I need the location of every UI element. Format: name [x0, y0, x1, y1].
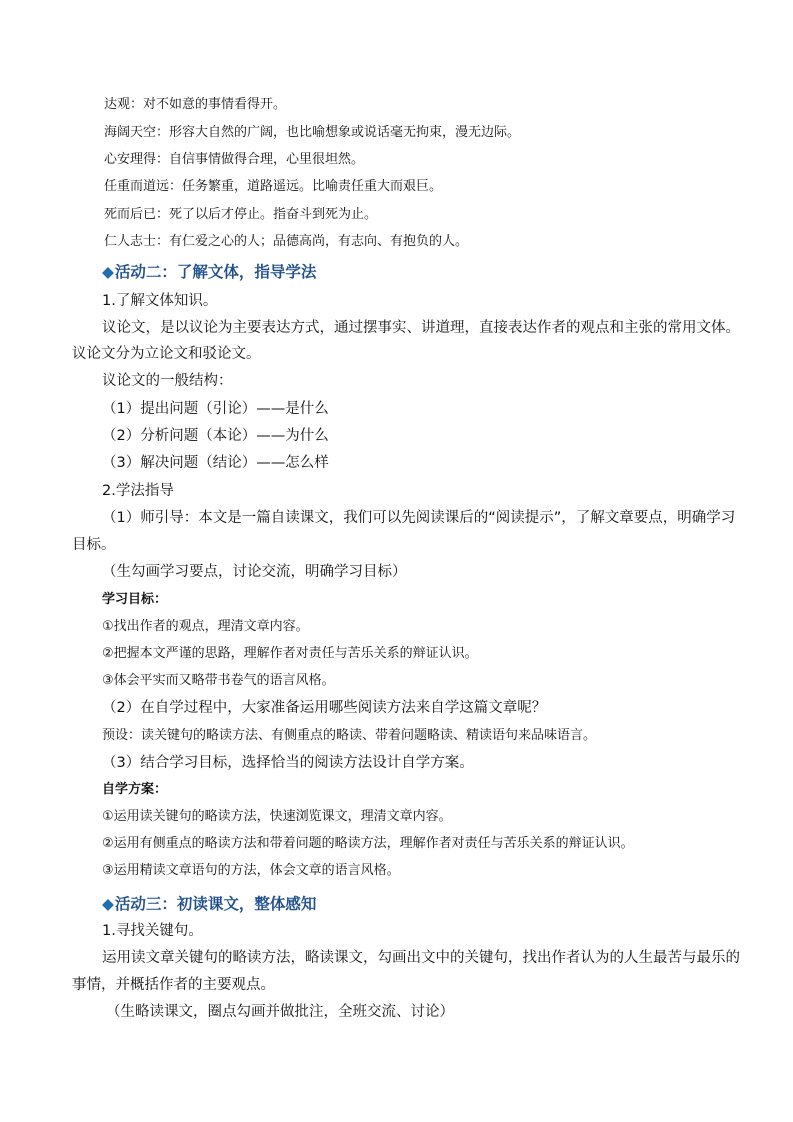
vocab-item: 仁人志士：有仁爱之心的人；品德高尚，有志向、有抱负的人。 [104, 234, 469, 249]
plan-title: 自学方案： [102, 782, 168, 797]
activity-three-title: 活动三：初读课文，整体感知 [114, 895, 317, 913]
section-title: 2.学法指导 [102, 483, 174, 499]
paragraph-line: 议论文分为立论文和驳论文。 [72, 346, 261, 362]
vocab-item: 心安理得：自信事情做得合理，心里很坦然。 [104, 152, 365, 167]
section-title: 1.寻找关键句。 [102, 923, 203, 939]
activity-three-heading [102, 897, 316, 913]
plan-item: ③运用精读文章语句的方法，体会文章的语言风格。 [102, 863, 400, 878]
plan-item: ②运用有侧重点的略读方法和带着问题的略读方法，理解作者对责任与苦乐关系的辩证认识。 [102, 836, 634, 851]
paragraph-line: （1）师引导：本文是一篇自读课文，我们可以先阅读课后的“阅读提示”，了解文章要点，明确学习 [102, 510, 736, 526]
paragraph-line: 事情，并概括作者的主要观点。 [72, 977, 275, 993]
paragraph-note: （生略读课文，圈点勾画并做批注，全班交流、讨论） [106, 1004, 454, 1020]
goals-title: 学习目标： [102, 592, 168, 607]
activity-two-title: 活动二：了解文体，指导学法 [114, 263, 317, 281]
paragraph-line: （3）结合学习目标，选择恰当的阅读方法设计自学方案。 [102, 755, 474, 771]
plan-item: ①运用读关键句的略读方法，快速浏览课文，理清文章内容。 [102, 809, 452, 824]
vocab-item: 任重而道远：任务繁重，道路遥远。比喻责任重大而艰巨。 [104, 179, 443, 194]
paragraph-line: 议论文，是以议论为主要表达方式，通过摆事实、讲道理，直接表达作者的观点和主张的常用文体。 [102, 320, 740, 336]
paragraph-line: 运用读文章关键句的略读方法，略读课文，勾画出文中的关键句，找出作者认为的人生最苦与最乐的 [102, 950, 740, 966]
diamond-bullet-icon: ◆ [102, 263, 114, 281]
preset-line: 预设：读关键句的略读方法、有侧重点的略读、带着问题略读、精读语句来品味语言。 [102, 728, 597, 743]
vocab-item: 达观：对不如意的事情看得开。 [104, 97, 287, 112]
paragraph-line: （2）在自学过程中，大家准备运用哪些阅读方法来自学这篇文章呢？ [102, 700, 547, 716]
structure-item: （2）分析问题（本论）——为什么 [102, 428, 329, 444]
activity-two-heading [102, 265, 316, 281]
paragraph-note: （生勾画学习要点，讨论交流，明确学习目标） [102, 564, 407, 580]
structure-title: 议论文的一般结构： [102, 373, 233, 389]
vocab-item: 死而后已：死了以后才停止。指奋斗到死为止。 [104, 207, 378, 222]
goal-item: ①找出作者的观点，理清文章内容。 [102, 619, 309, 634]
structure-item: （1）提出问题（引论）——是什么 [102, 401, 329, 417]
vocab-item: 海阔天空：形容大自然的广阔，也比喻想象或说话毫无拘束，漫无边际。 [104, 125, 521, 140]
goal-item: ②把握本文严谨的思路，理解作者对责任与苦乐关系的辩证认识。 [102, 646, 478, 661]
goal-item: ③体会平实而又略带书卷气的语言风格。 [102, 673, 335, 688]
section-title: 1.了解文体知识。 [102, 293, 218, 309]
structure-item: （3）解决问题（结论）——怎么样 [102, 455, 329, 471]
diamond-bullet-icon: ◆ [102, 895, 114, 913]
paragraph-line: 目标。 [72, 537, 116, 553]
